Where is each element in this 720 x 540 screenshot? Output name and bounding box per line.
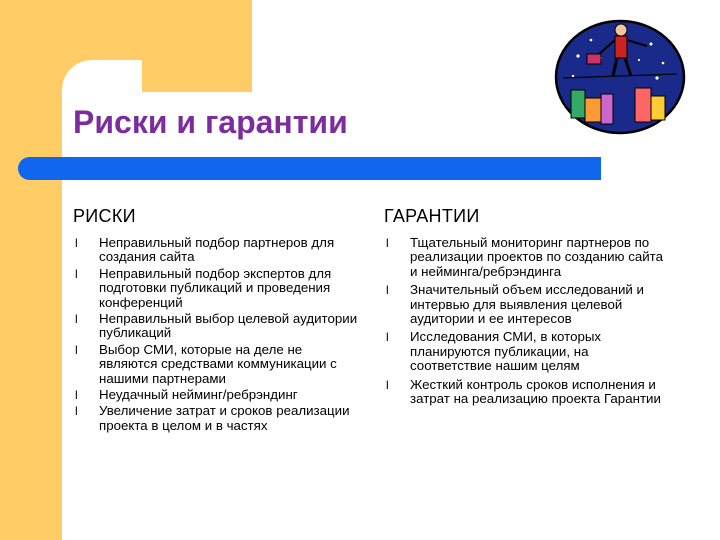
guarantees-list bbox=[384, 236, 669, 406]
risk-item: l Неправильный подбор экспертов для подготовки публикаций и проведения конференций bbox=[73, 267, 363, 310]
guarantee-item: l Жесткий контроль сроков исполнения и затрат на реализацию проекта Гарантии bbox=[384, 378, 669, 407]
risks-list bbox=[73, 236, 363, 433]
guarantee-item: l Исследования СМИ, в которых планируются публикации, на соответствие нашим целям bbox=[384, 330, 669, 373]
risk-item: l Неправильный подбор партнеров для создания сайта bbox=[73, 236, 363, 265]
guarantee-item: l Тщательный мониторинг партнеров по реализации проектов по созданию сайта и нейминга/ребрэндинга bbox=[384, 236, 669, 279]
risk-item: l Неудачный нейминг/ребрэндинг bbox=[73, 388, 363, 402]
title-accent-bar bbox=[18, 157, 601, 180]
slide-title: Риски и гарантии bbox=[73, 104, 348, 140]
risks-heading: РИСКИ bbox=[73, 206, 136, 226]
risks-column bbox=[73, 206, 363, 435]
risk-item: l Выбор СМИ, которые на деле не являются средствами коммуникации с нашими партнерами bbox=[73, 343, 363, 386]
decor-left-strip bbox=[0, 0, 62, 540]
risk-item: l Увеличение затрат и сроков реализации проекта в целом и в частях bbox=[73, 404, 363, 433]
guarantees-column bbox=[384, 206, 669, 410]
guarantees-heading: ГАРАНТИИ bbox=[384, 206, 480, 226]
guarantee-item: l Значительный объем исследований и интервью для выявления целевой аудитории и ее интересов bbox=[384, 283, 669, 326]
risk-item: l Неправильный выбор целевой аудитории публикаций bbox=[73, 312, 363, 341]
businessman-clipart-icon bbox=[553, 18, 687, 136]
